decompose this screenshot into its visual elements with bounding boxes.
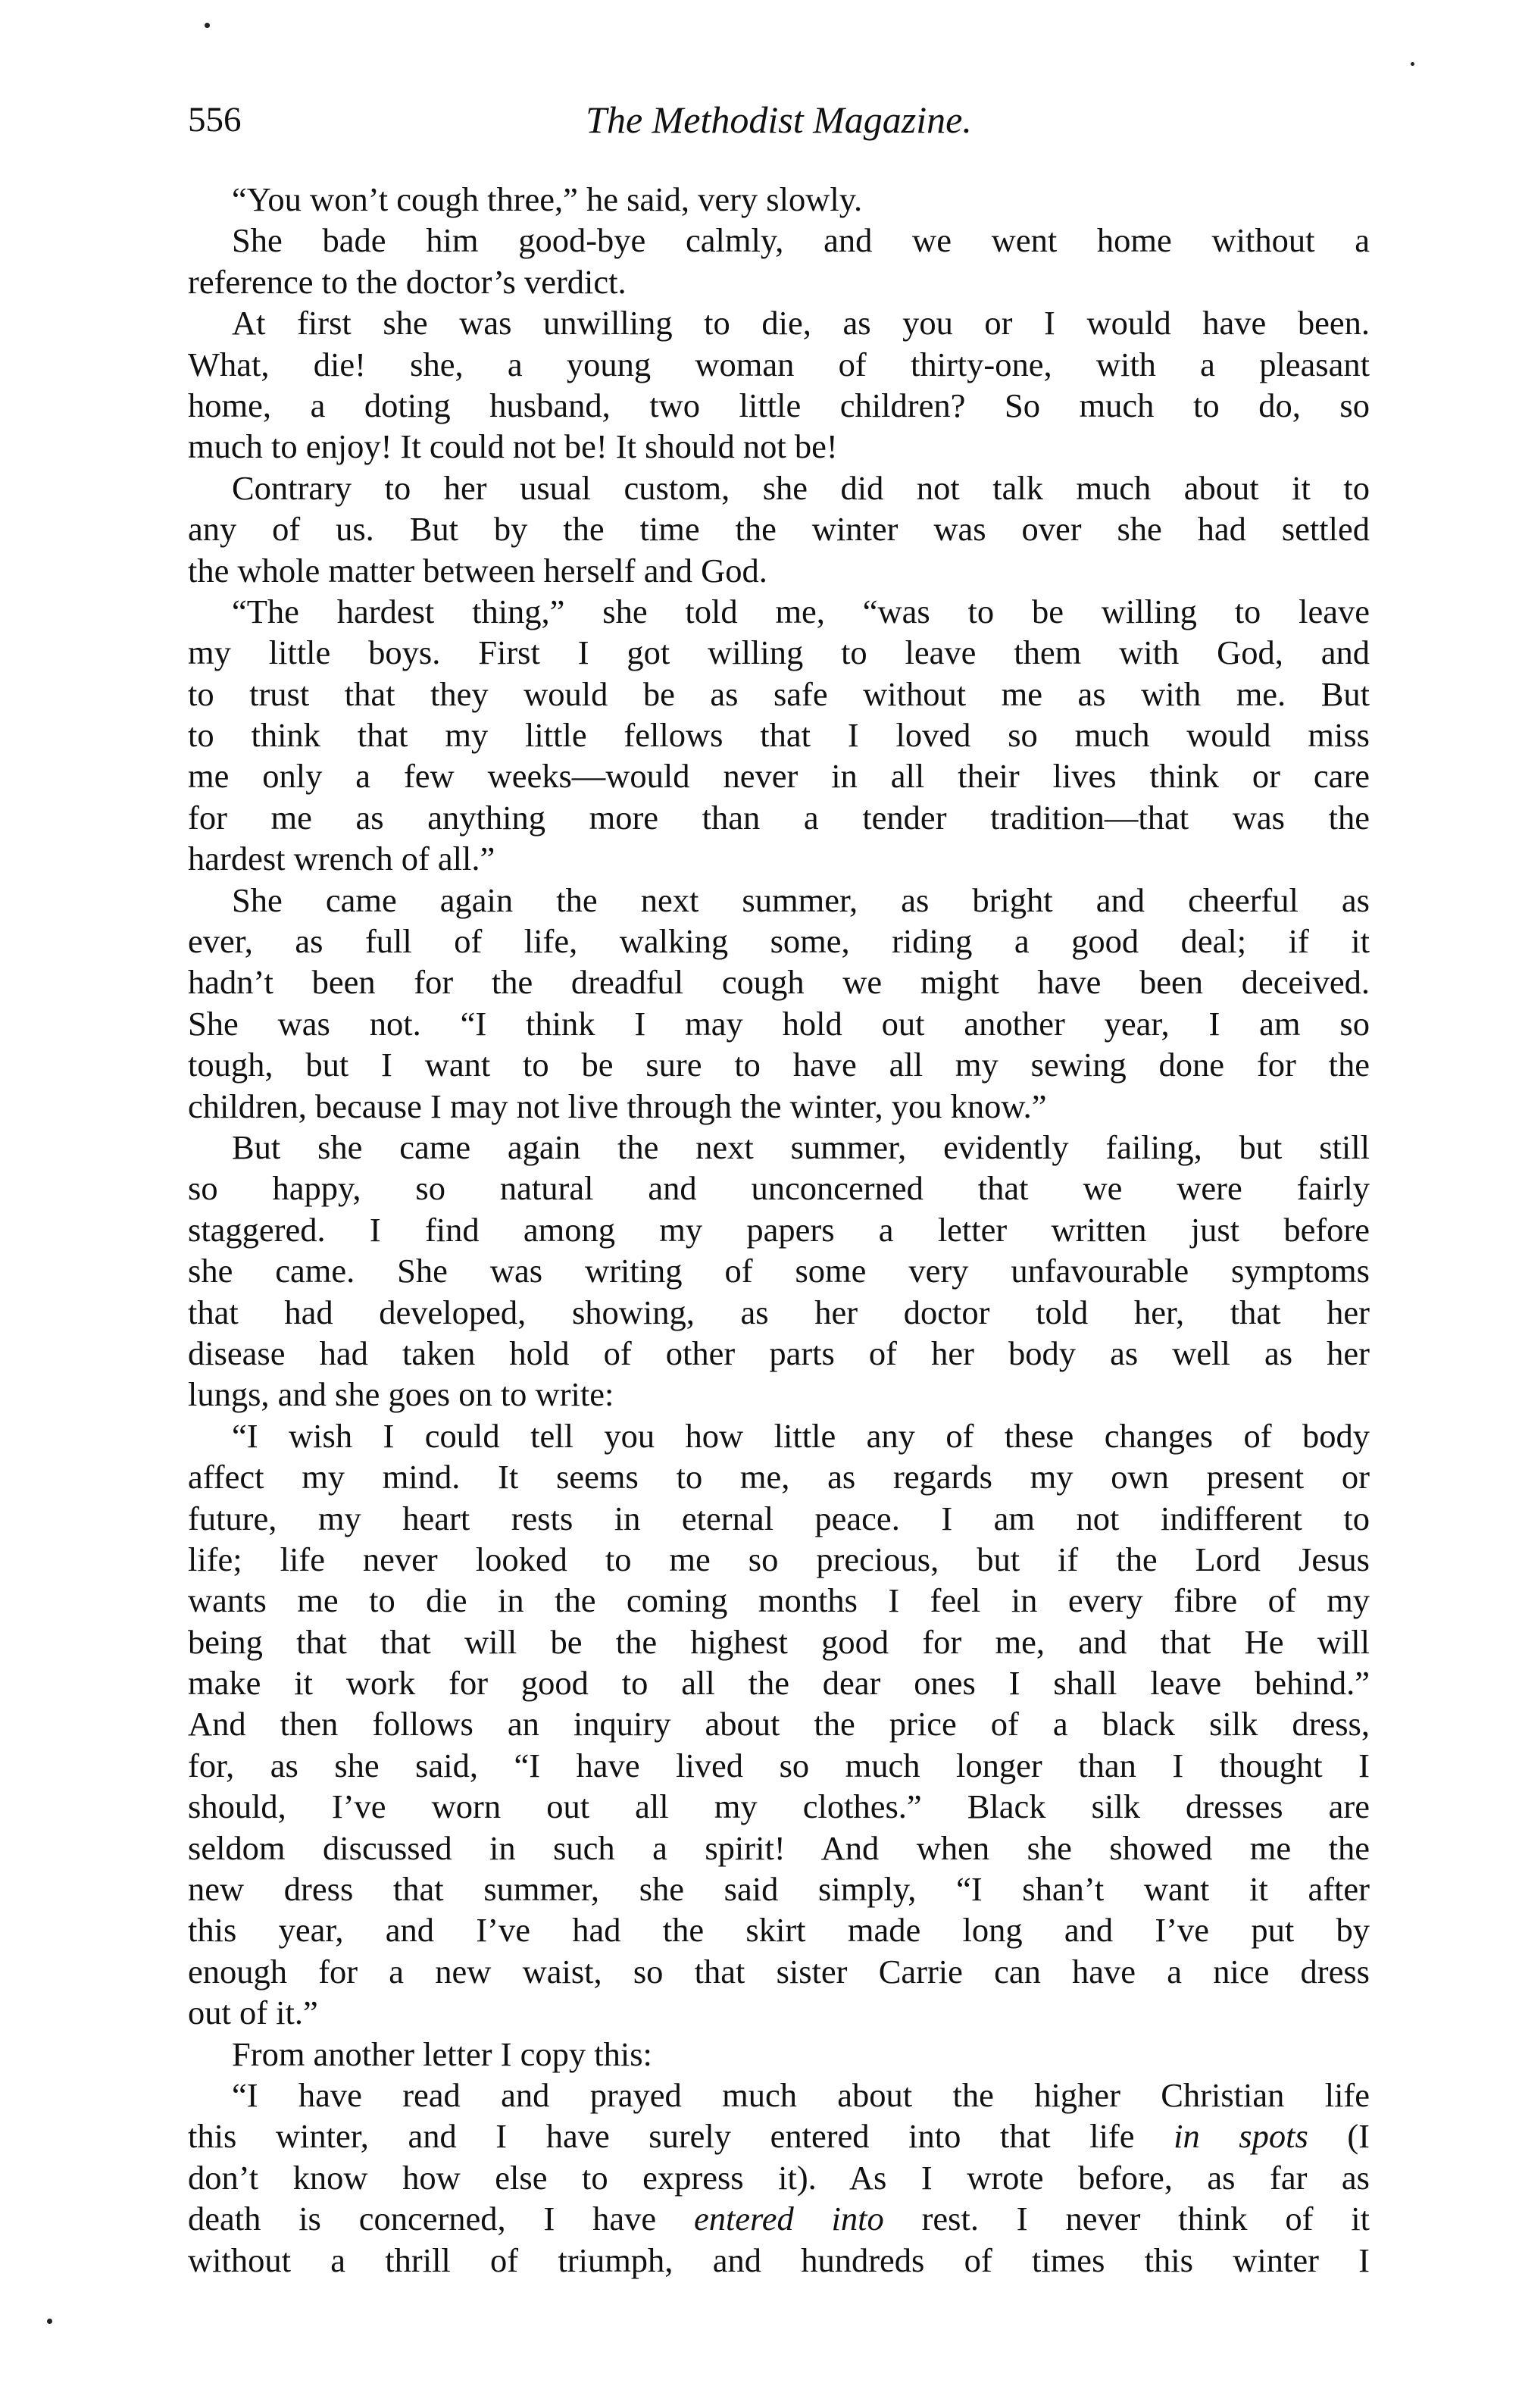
- text-line: that had developed, showing, as her doctor told her, that her: [188, 1293, 1370, 1331]
- text-line: to trust that they would be as safe without me as with me. But: [188, 674, 1370, 713]
- text-line: this year, and I’ve had the skirt made long and I’ve put by: [188, 1911, 1370, 1950]
- text-line: disease had taken hold of other parts of her body as well as her: [188, 1334, 1370, 1372]
- text-line: “I wish I could tell you how little any of these changes of body: [232, 1416, 1370, 1455]
- text-line: so happy, so natural and unconcerned that we were fairly: [188, 1169, 1370, 1208]
- text-line: life; life never looked to me so precious, but if the Lord Jesus: [188, 1540, 1370, 1578]
- text-line: She was not. “I think I may hold out another year, I am so: [188, 1004, 1370, 1043]
- text-line: reference to the doctor’s verdict.: [188, 262, 627, 301]
- text-line: out of it.”: [188, 1994, 318, 2032]
- text-line: home, a doting husband, two little children? So much to do, so: [188, 386, 1370, 424]
- text-line: much to enjoy! It could not be! It should not be!: [188, 427, 838, 466]
- text-line: tough, but I want to be sure to have all my sewing done for the: [188, 1046, 1370, 1084]
- text-line: At first she was unwilling to die, as you or I would have been.: [232, 304, 1370, 342]
- text-line: she came. She was writing of some very unfavourable symptoms: [188, 1252, 1370, 1290]
- page-header: [188, 97, 1370, 150]
- text-line: enough for a new waist, so that sister Carrie can have a nice dress: [188, 1952, 1370, 1991]
- text-line: make it work for good to all the dear ones I shall leave behind.”: [188, 1664, 1370, 1703]
- text-line: for me as anything more than a tender tradition—that was the: [188, 798, 1370, 837]
- text-line: What, die! she, a young woman of thirty-one, with a pleasant: [188, 345, 1370, 383]
- text-line: future, my heart rests in eternal peace. I am not indifferent to: [188, 1499, 1370, 1537]
- italic-emphasis: entered into: [693, 2200, 884, 2238]
- text-line: affect my mind. It seems to me, as regards my own present or: [188, 1458, 1370, 1496]
- text-line: hardest wrench of all.”: [188, 840, 495, 878]
- text-line: me only a few weeks—would never in all their lives think or care: [188, 757, 1370, 796]
- text-line: Contrary to her usual custom, she did not talk much about it to: [232, 468, 1370, 507]
- text-line: don’t know how else to express it). As I wrote before, as far as: [188, 2158, 1370, 2197]
- text-line: She came again the next summer, as bright and cheerful as: [232, 880, 1370, 919]
- text-line: staggered. I find among my papers a letter written just before: [188, 1210, 1370, 1249]
- text-line: should, I’ve worn out all my clothes.” Black silk dresses are: [188, 1787, 1370, 1826]
- text-line: From another letter I copy this:: [232, 2034, 652, 2073]
- text-line: seldom discussed in such a spirit! And when she showed me the: [188, 1828, 1370, 1867]
- page-number: 556: [188, 100, 242, 139]
- text-line: wants me to die in the coming months I feel in every fibre of my: [188, 1581, 1370, 1620]
- text-line: children, because I may not live through the winter, you know.”: [188, 1087, 1047, 1125]
- text-line: hadn’t been for the dreadful cough we might have been deceived.: [188, 963, 1370, 1002]
- ink-speck: [47, 2319, 52, 2324]
- italic-emphasis: in spots: [1174, 2117, 1308, 2156]
- text-line: my little boys. First I got willing to leave them with God, and: [188, 633, 1370, 672]
- text-line: “The hardest thing,” she told me, “was to be willing to leave: [232, 592, 1370, 630]
- text-line: She bade him good-bye calmly, and we went home without a: [232, 221, 1370, 260]
- text-line: for, as she said, “I have lived so much longer than I thought I: [188, 1746, 1370, 1784]
- text-line: the whole matter between herself and God.: [188, 551, 767, 589]
- text-line: new dress that summer, she said simply, “I shan’t want it after: [188, 1870, 1370, 1909]
- text-line: ever, as full of life, walking some, riding a good deal; if it: [188, 922, 1370, 961]
- text-line: this winter, and I have surely entered into that life in spots (I: [188, 2117, 1370, 2156]
- body-text: [188, 179, 1370, 2281]
- text-line: death is concerned, I have entered into rest. I never think of it: [188, 2200, 1370, 2238]
- text-line: “I have read and prayed much about the higher Christian life: [232, 2075, 1370, 2114]
- text-line: But she came again the next summer, evidently failing, but still: [232, 1127, 1370, 1166]
- text-line: any of us. But by the time the winter was over she had settled: [188, 510, 1370, 549]
- text-line: “You won’t cough three,” he said, very slowly.: [232, 180, 863, 218]
- text-line: without a thrill of triumph, and hundreds of times this winter I: [188, 2241, 1370, 2279]
- ink-speck: [1411, 62, 1414, 66]
- text-line: to think that my little fellows that I loved so much would miss: [188, 716, 1370, 755]
- text-line: And then follows an inquiry about the price of a black silk dress,: [188, 1705, 1370, 1743]
- ink-speck: [205, 23, 210, 28]
- text-line: being that that will be the highest good for me, and that He will: [188, 1622, 1370, 1661]
- running-title: The Methodist Magazine.: [586, 99, 972, 141]
- text-line: lungs, and she goes on to write:: [188, 1375, 614, 1414]
